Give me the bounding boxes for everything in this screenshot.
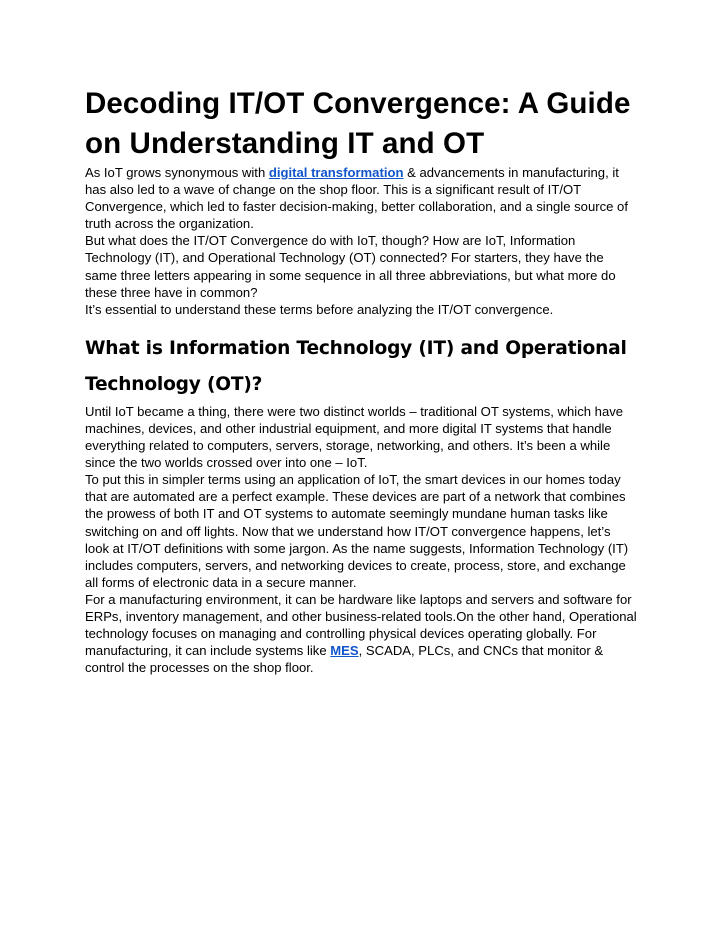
paragraph-iot-connection: But what does the IT/OT Convergence do with IoT, though? How are IoT, Information Technology (IT), and Operational Technology (OT) connected? For starters, they have the same three letters appearing in some sequence in all three abbreviations, but what more do these three have in common? — [85, 233, 616, 300]
paragraph-manufacturing — [85, 591, 637, 676]
manufacturing-text-before-link: For a manufacturing environment, it can be hardware like laptops and servers and software for ERPs, inventory management, and other business-related tools.On the other hand, Operational technology focuses on managing and controlling physical devices operating globally. For manufacturing, it can include systems like — [85, 591, 637, 659]
intro-text-before-link: As IoT grows synonymous with — [85, 165, 269, 180]
digital-transformation-link[interactable]: digital transformation — [268, 165, 404, 180]
paragraph-smart-devices: To put this in simpler terms using an application of IoT, the smart devices in our homes today that are automated are a perfect example. These devices are part of a network that combines the prowess of both IT and OT systems to automate seemingly mundane human tasks like switching on and off lights. Now that we understand how IT/OT convergence happens, let’s look at IT/OT definitions with some jargon. As the name suggests, Information Technology (IT) includes computers, servers, and networking devices to create, process, store, and exchange all forms of electronic data in a secure manner. — [85, 472, 629, 590]
intro-text-after-link: & advancements in manufacturing, it has also led to a wave of change on the shop floor. This is a significant result of IT/OT Convergence, which led to faster decision-making, better collaboration, and a single source of truth across the organization. — [85, 165, 628, 232]
paragraph-two-worlds: Until IoT became a thing, there were two distinct worlds – traditional OT systems, which have machines, devices, and other industrial equipment, and more digital IT systems that handle everything related to computers, servers, storage, networking, and others. It’s been a while since the two worlds crossed over into one – IoT. — [85, 403, 624, 471]
manufacturing-text-after-link: , SCADA, PLCs, and CNCs that monitor & control the processes on the shop floor. — [85, 643, 604, 676]
section-heading: What is Information Technology (IT) and Operational Technology (OT)? — [85, 337, 627, 395]
paragraph-terms-essential: It’s essential to understand these terms before analyzing the IT/OT convergence. — [85, 301, 554, 317]
mes-link[interactable]: MES — [330, 643, 359, 659]
page-title: Decoding IT/OT Convergence: A Guide on Understanding IT and OT — [85, 87, 631, 160]
intro-paragraph — [85, 164, 637, 232]
document-body — [85, 84, 637, 676]
